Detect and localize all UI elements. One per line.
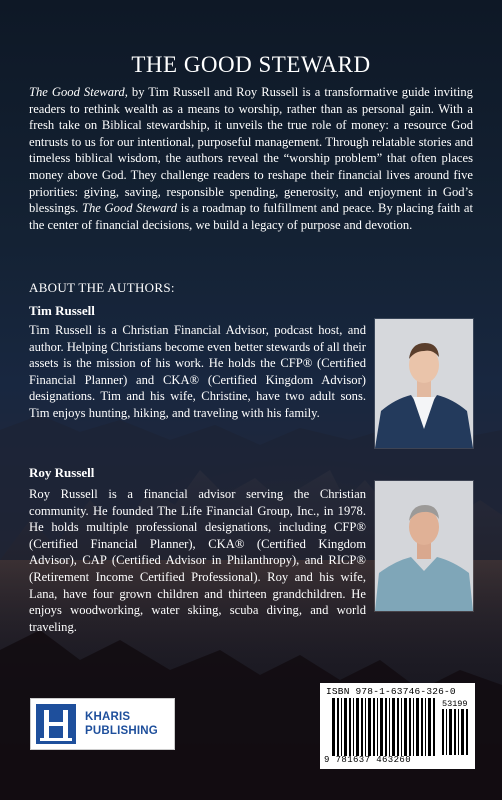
barcode-bar — [344, 698, 347, 756]
barcode-bar — [433, 698, 435, 756]
author-bio-roy: Roy Russell is a financial advisor serving the Christian community. He founded The Life Financial Group, Inc., in 1978. He holds multiple professional designations, including CFP® (Certified Financial Planner), CKA® (Certified Kingdom Advisor), CAP (Certified Advisor in Philanthropy), and RICP® (Retirement Income Certified Professional). Roy and his wife, Lana, have four grown children and thirteen grandchildren. He enjoys woodworking, water skiing, scuba diving, and world traveling. — [29, 487, 366, 634]
isbn-barcode — [320, 683, 475, 769]
barcode-digits: 9 781637 463260 — [324, 755, 412, 765]
barcode-bar — [401, 698, 402, 756]
barcode-bar — [404, 698, 407, 756]
description-part-1: , by Tim Russell and Roy Russell is a transformative guide inviting readers to rethink wealth as a means to worship, rather than as personal gain. With a fresh take on Biblical stewardship, it unveils the true role of money: a resource God entrusts to us for our intentional, purposeful management. Through relatable stories and timeless biblical wisdom, the authors reveal the “worship problem” that often places money above God. They challenge readers to reshape their financial lives around five priorities: giving, saving, responsible spending, generosity, and enjoyment in God’s blessings. — [29, 85, 473, 216]
barcode-bars — [332, 698, 438, 756]
description-part-2: is a roadmap to fulfillment and peace. By placing faith at the center of financial decisions, we build a legacy of purpose and devotion. — [29, 201, 473, 232]
barcode-bar — [368, 698, 371, 756]
barcode-bar — [385, 698, 387, 756]
barcode-bar — [349, 698, 351, 756]
price-code: 53199 — [442, 699, 468, 709]
barcode-bar — [389, 698, 390, 756]
barcode-bar — [332, 698, 335, 756]
author-bio-tim: Tim Russell is a Christian Financial Advisor, podcast host, and author. Helping Christians become even better stewards of all their assets is the mission of his work. He holds the CFP® (Certified Financial Planner) and CKA® (Certified Kingdom Advisor) designations. Tim and his wife, Christine, have two adult sons. Tim enjoys hunting, hiking, and traveling with his family. — [29, 323, 366, 420]
barcode-bar — [442, 709, 444, 755]
book-description — [29, 84, 473, 233]
barcode-bar — [446, 709, 447, 755]
barcode-bar — [461, 709, 464, 755]
barcode-bar — [373, 698, 375, 756]
barcode-bar — [449, 709, 452, 755]
barcode-bar — [361, 698, 363, 756]
barcode-bar — [356, 698, 359, 756]
author-name-roy: Roy Russell — [29, 465, 95, 480]
author-photo-tim — [375, 319, 473, 448]
barcode-bar — [425, 698, 426, 756]
barcode-bar — [365, 698, 366, 756]
book-title-italic-2: The Good Steward — [82, 201, 178, 216]
barcode-bar — [428, 698, 431, 756]
barcode-bar — [466, 709, 468, 755]
barcode-bar — [409, 698, 411, 756]
price-barcode-bars — [442, 709, 472, 755]
barcode-bar — [337, 698, 339, 756]
book-title-italic: The Good Steward — [29, 85, 125, 99]
barcode-bar — [421, 698, 423, 756]
isbn-number: ISBN 978-1-63746-326-0 — [326, 686, 456, 697]
barcode-bar — [353, 698, 354, 756]
about-authors-heading: ABOUT THE AUTHORS: — [29, 280, 175, 295]
page-title: THE GOOD STEWARD — [131, 52, 371, 77]
barcode-bar — [380, 698, 383, 756]
publisher-name — [85, 710, 173, 738]
publisher-name-line2: PUBLISHING — [85, 725, 158, 737]
author-name-tim: Tim Russell — [29, 303, 95, 318]
barcode-bar — [413, 698, 414, 756]
barcode-bar — [458, 709, 459, 755]
barcode-bar — [341, 698, 342, 756]
barcode-bar — [377, 698, 378, 756]
author-photo-roy — [375, 481, 473, 611]
barcode-bar — [392, 698, 395, 756]
publisher-logo — [30, 698, 175, 750]
barcode-bar — [397, 698, 399, 756]
barcode-bar — [416, 698, 419, 756]
publisher-name-line1: KHARIS — [85, 711, 131, 723]
publisher-logo-mark-icon — [36, 704, 76, 744]
barcode-bar — [454, 709, 456, 755]
